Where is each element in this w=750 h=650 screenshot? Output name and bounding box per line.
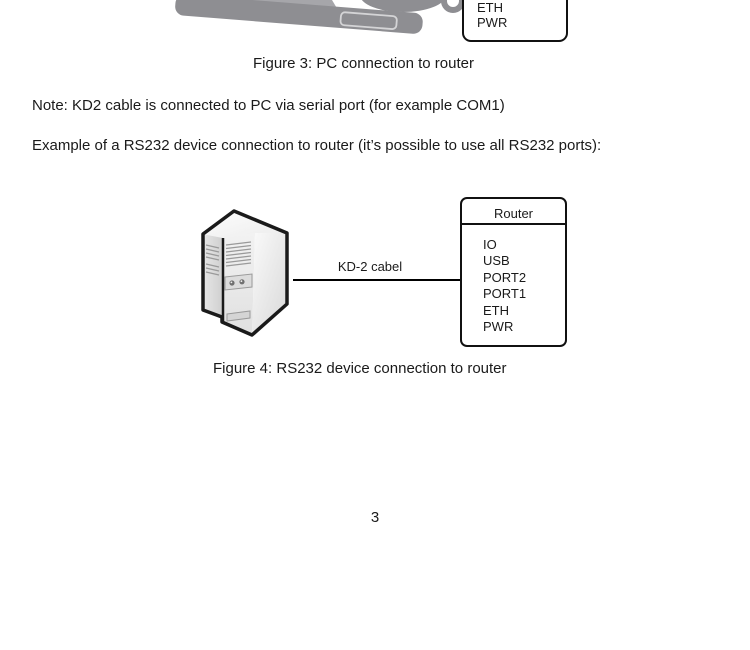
figure3-router-ports (477, 0, 507, 30)
figure4-caption: Figure 4: RS232 device connection to router (213, 360, 507, 377)
port-label: ETH (483, 302, 509, 318)
page-number: 3 (370, 509, 380, 526)
port-label: IO (483, 237, 497, 252)
cable-line (293, 279, 461, 281)
mouse-icon (444, 0, 462, 10)
cable-label: KD-2 cabel (337, 259, 403, 274)
figure4-router-box (460, 197, 567, 347)
figure3-router-box (462, 0, 568, 42)
port-label: PWR (477, 15, 508, 30)
port-label: PORT1 (483, 286, 527, 302)
router-port-list (462, 225, 565, 335)
figure3-caption: Figure 3: PC connection to router (253, 55, 474, 72)
port-label: USB (483, 253, 510, 269)
example-paragraph: Example of a RS232 device connection to router (it’s possible to use all RS232 ports): (32, 137, 602, 154)
pc-clipart-partial-icon (160, 0, 480, 50)
port-label: PWR (483, 319, 514, 335)
note-paragraph: Note: KD2 cable is connected to PC via serial port (for example COM1) (32, 97, 505, 114)
tower-button-panel (225, 274, 252, 290)
port-label: PORT2 (483, 269, 527, 285)
port-label: ETH (477, 0, 503, 15)
router-box-title: Router (462, 199, 565, 225)
pc-tower-icon (195, 205, 295, 340)
